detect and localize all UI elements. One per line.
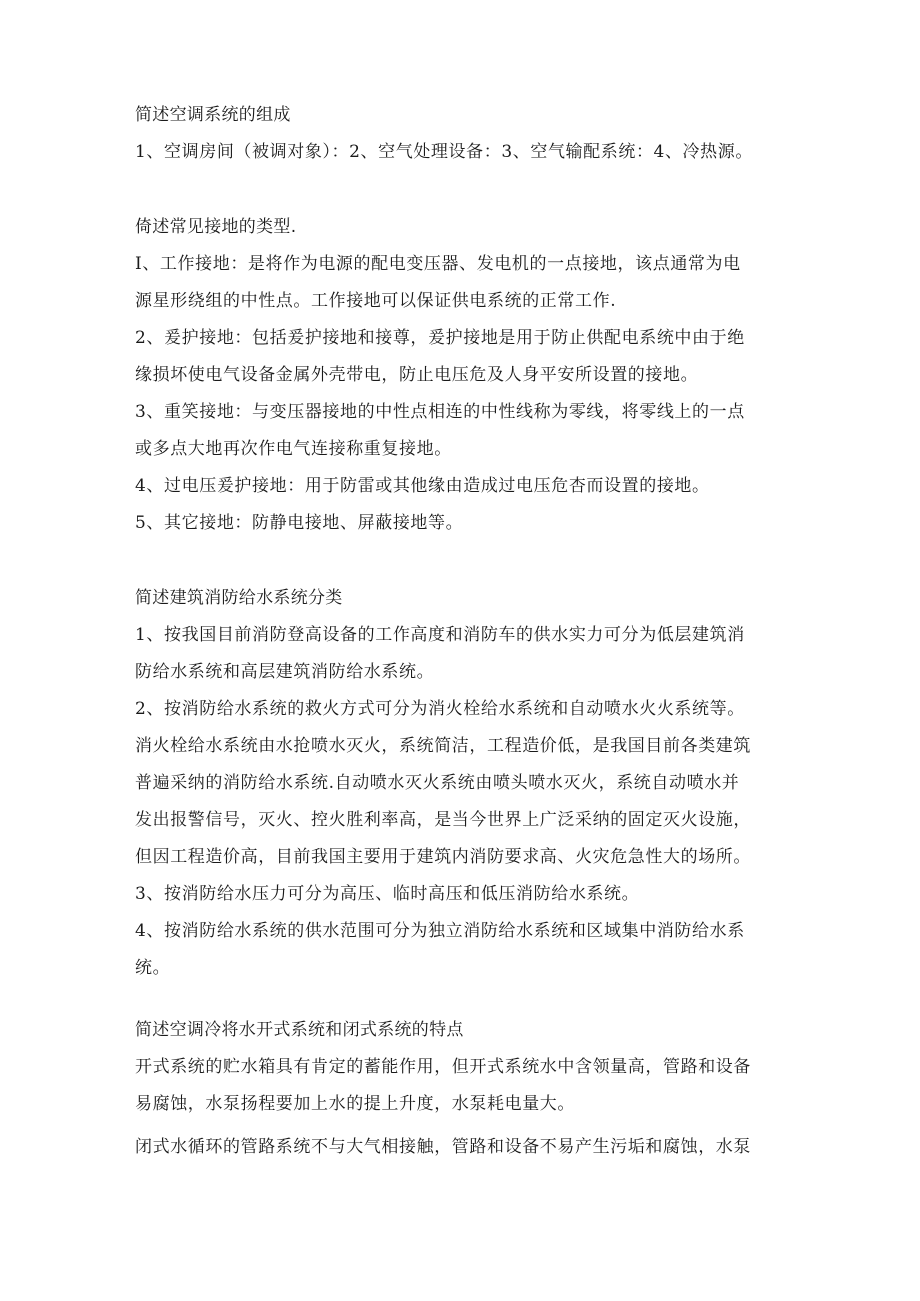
text-line: 1、按我国目前消防登高设备的工作高度和消防车的供水实力可分为低层建筑消 bbox=[135, 625, 745, 645]
section-body bbox=[135, 617, 795, 987]
section-chilled-water-systems bbox=[135, 1012, 795, 1166]
section-heading: 简述空调系统的组成 bbox=[135, 105, 291, 125]
text-line: 普遍采纳的消防给水系统.自动喷水灭火系统由喷头喷水灭火，系统自动喷水并 bbox=[135, 773, 740, 793]
text-line: 2、按消防给水系统的救火方式可分为消火栓给水系统和自动喷水火火系统等。 bbox=[135, 699, 745, 719]
text-line: 或多点大地再次作电气连接称重复接地。 bbox=[135, 439, 452, 459]
section-grounding-types bbox=[135, 209, 795, 542]
text-line: 3、按消防给水压力可分为高压、临时高压和低压消防给水系统。 bbox=[135, 884, 640, 904]
section-body bbox=[135, 246, 795, 542]
section-body bbox=[135, 1049, 795, 1166]
text-line: 开式系统的贮水箱具有肯定的蓄能作用，但开式系统水中含领量高，管路和设备 bbox=[135, 1057, 751, 1077]
section-heading: 倚述常见接地的类型. bbox=[135, 217, 297, 237]
section-fire-water-supply bbox=[135, 580, 795, 987]
text-line: 2、爰护接地：包括爰护接地和接尊，爰护接地是用于防止供配电系统中由于绝 bbox=[135, 328, 745, 348]
text-line: 闭式水循环的管路系统不与大气相接触，管路和设备不易产生污垢和腐蚀，水泵 bbox=[135, 1137, 751, 1157]
text-line: 4、过电压爰护接地：用于防雷或其他缘由造成过电压危杏而设置的接地。 bbox=[135, 476, 710, 496]
text-line: 3、重笑接地：与变压器接地的中性点相连的中性线称为零线，将零线上的一点 bbox=[135, 402, 745, 422]
section-heading: 简述建筑消防给水系统分类 bbox=[135, 588, 343, 608]
text-line: 1、空调房间（被调对象）：2、空气处理设备：3、空气输配系统：4、冷热源。 bbox=[135, 142, 753, 162]
text-line: 5、其它接地：防静电接地、屏蔽接地等。 bbox=[135, 513, 464, 533]
text-line: 发出报警信号，灭火、控火胜利率高，是当今世界上广泛采纳的固定灭火设施， bbox=[135, 810, 751, 830]
text-line: I、工作接地：是将作为电源的配电变压器、发电机的一点接地，该点通常为电 bbox=[135, 254, 741, 274]
section-ac-system-components bbox=[135, 97, 795, 171]
text-line: 4、按消防给水系统的供水范围可分为独立消防给水系统和区域集中消防给水系 bbox=[135, 921, 745, 941]
section-heading: 简述空调冷将水开式系统和闭式系统的特点 bbox=[135, 1020, 464, 1040]
section-body bbox=[135, 134, 795, 171]
text-line: 但因工程造价高，目前我国主要用于建筑内消防要求高、火灾危急性大的场所。 bbox=[135, 847, 751, 867]
text-line: 缘损坏使电气设备金属外壳带电，防止电压危及人身平安所设置的接地。 bbox=[135, 365, 699, 385]
text-line: 防给水系统和高层建筑消防给水系统。 bbox=[135, 662, 435, 682]
text-line: 消火栓给水系统由水抢喷水灭火，系统简洁，工程造价低，是我国目前各类建筑 bbox=[135, 736, 751, 756]
text-line: 统。 bbox=[135, 958, 171, 978]
text-line: 源星形绕组的中性点。工作接地可以保证供电系统的正常工作. bbox=[135, 291, 617, 311]
text-line: 易腐蚀，水泵扬程要加上水的提上升度，水泵耗电量大。 bbox=[135, 1094, 575, 1114]
